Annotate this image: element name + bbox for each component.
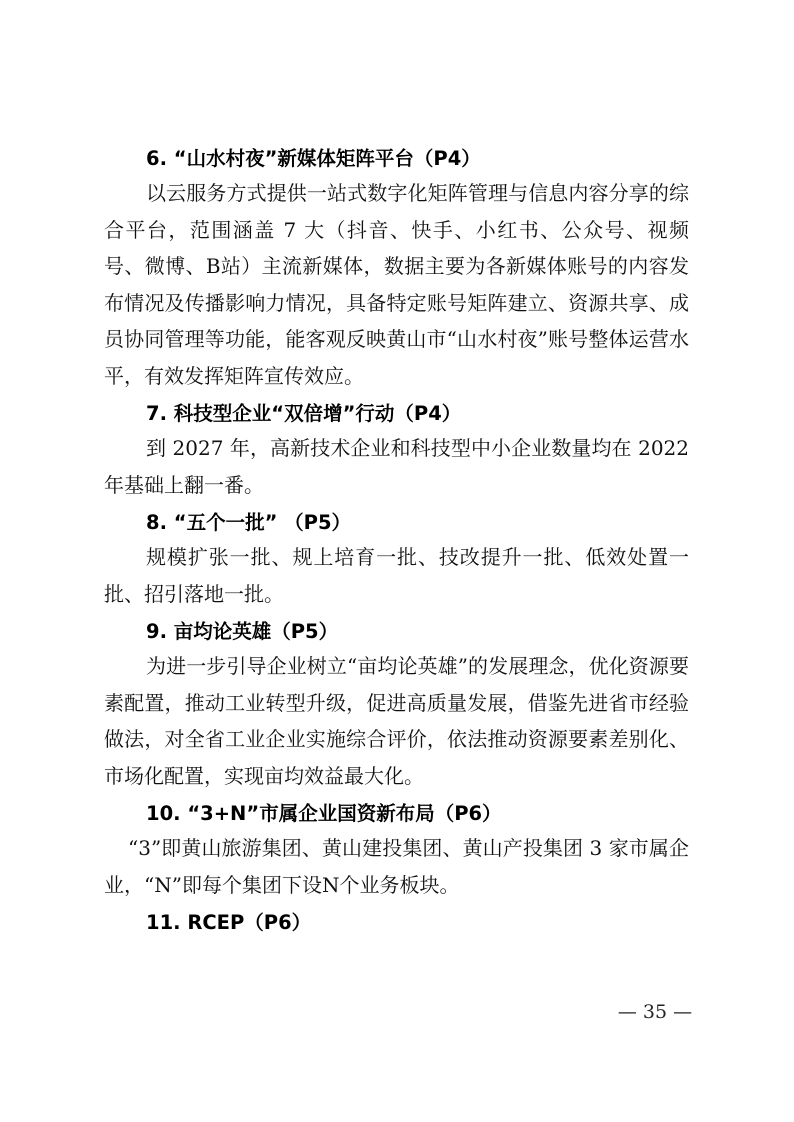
section-paragraph-9: 为进一步引导企业树立“亩均论英雄”的发展理念，优化资源要素配置，推动工业转型升级，促进高质量发展，借鉴先进省市经验做法，对全省工业企业实施综合评价，依法推动资源要素差别化、市场化配置，实现亩均效益最大化。	[104, 654, 689, 788]
section-paragraph-10: “3”即黄山旅游集团、黄山建投集团、黄山产投集团 3 家市属企业，“N”即每个集团下设N个业务板块。	[104, 836, 689, 897]
section-heading-8: 8. “五个一批” （P5）	[146, 511, 352, 534]
page-number: — 35 —	[617, 1001, 693, 1023]
section-paragraph-7: 到 2027 年，高新技术企业和科技型中小企业数量均在 2022 年基础上翻一番。	[104, 436, 689, 497]
section-paragraph-8: 规模扩张一批、规上培育一批、技改提升一批、低效处置一批、招引落地一批。	[104, 545, 689, 606]
section-heading-10: 10. “3+N”市属企业国资新布局（P6）	[146, 802, 502, 825]
section-heading-7: 7. 科技型企业“双倍增”行动（P4）	[146, 402, 462, 425]
section-heading-11: 11. RCEP（P6）	[146, 911, 312, 934]
page-content	[104, 146, 689, 939]
section-heading-9: 9. 亩均论英雄（P5）	[146, 620, 339, 643]
section-paragraph-6: 以云服务方式提供一站式数字化矩阵管理与信息内容分享的综合平台，范围涵盖 7 大（抖音、快手、小红书、公众号、视频号、微博、B站）主流新媒体，数据主要为各新媒体账号的内容发布情况及传播影响力情况，具备特定账号矩阵建立、资源共享、成员协同管理等功能，能客观反映黄山市“山水村夜”账号整体运营水平，有效发挥矩阵宣传效应。	[104, 181, 689, 388]
section-heading-6: 6. “山水村夜”新媒体矩阵平台（P4）	[146, 147, 481, 170]
